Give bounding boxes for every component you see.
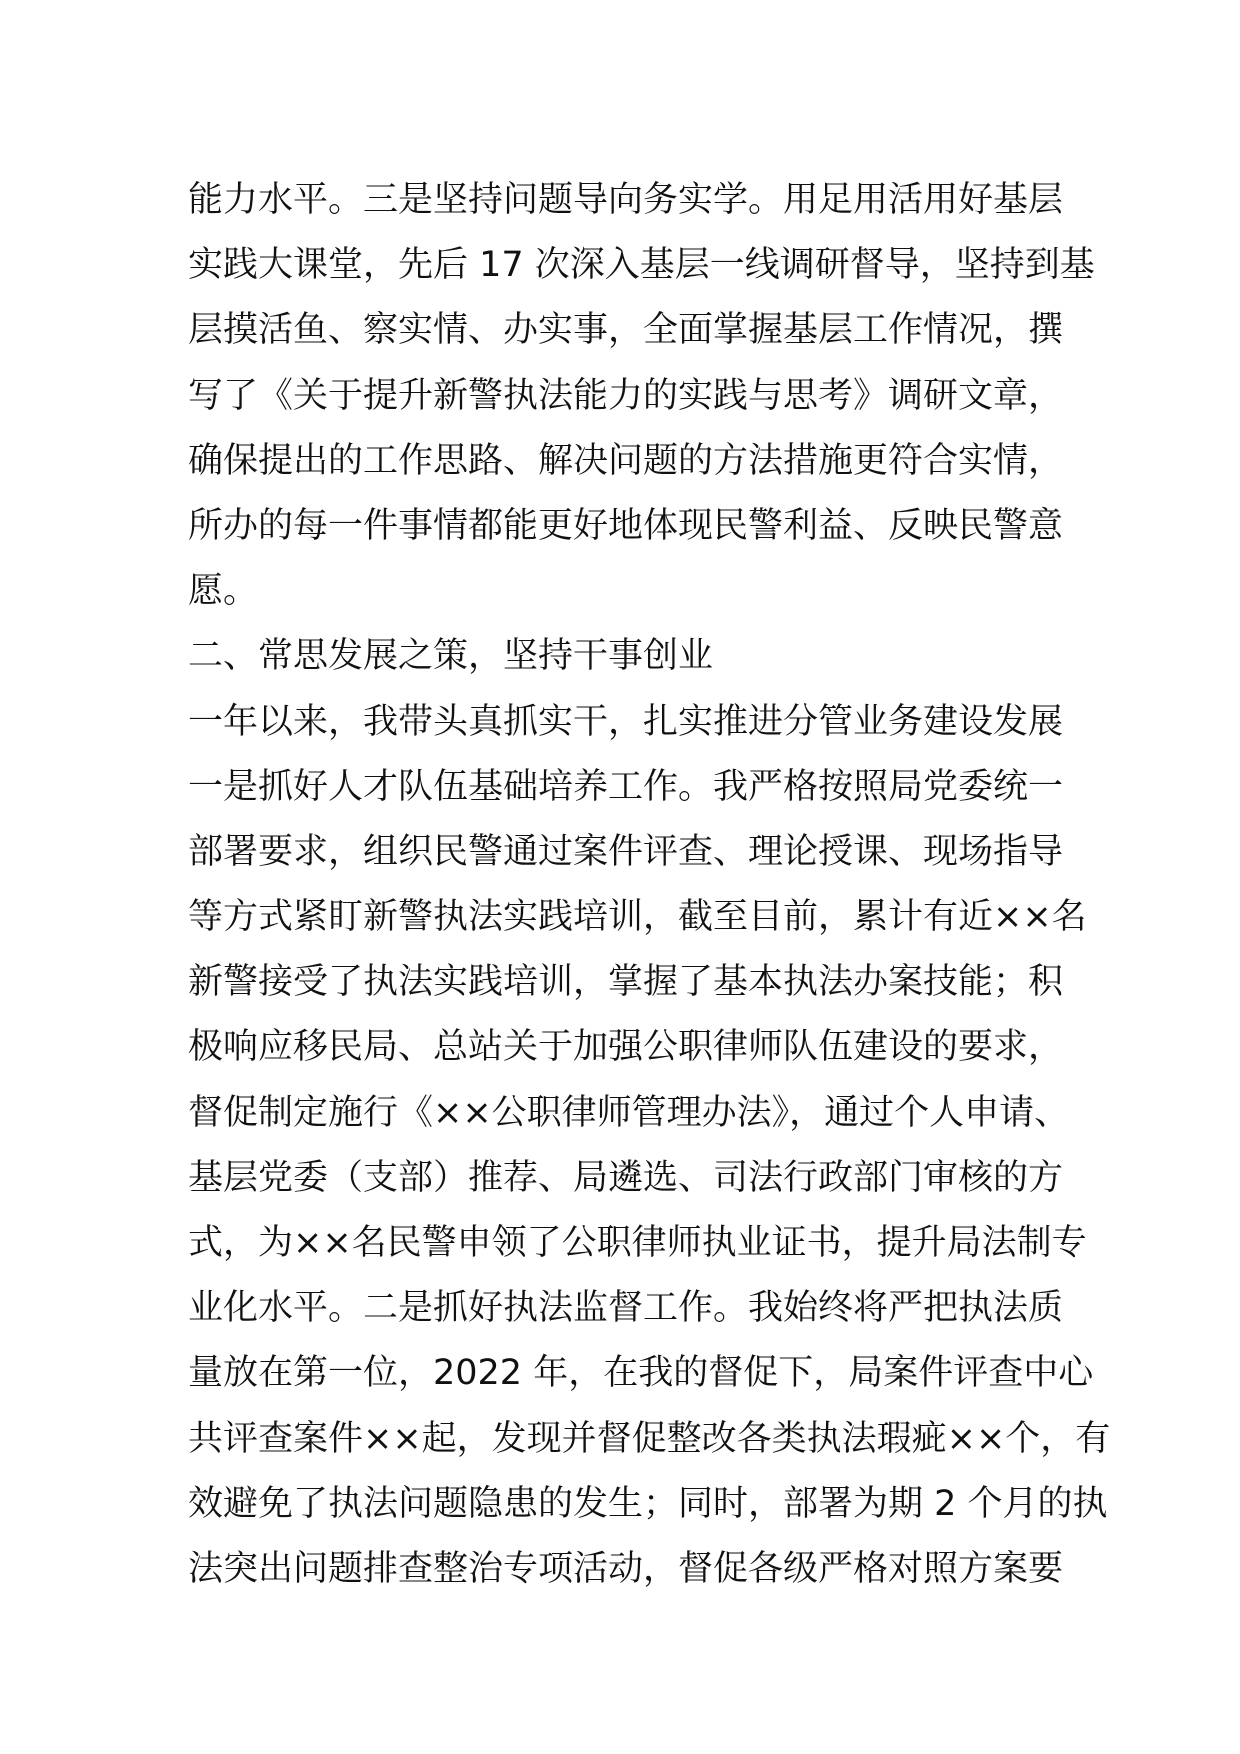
text-line: 新警接受了执法实践培训，掌握了基本执法办案技能；积: [188, 962, 1064, 1003]
text-line: 能力水平。三是坚持问题导向务实学。用足用活用好基层: [188, 180, 1064, 220]
text-line: 部署要求，组织民警通过案件评查、理论授课、现场指导: [188, 831, 1064, 872]
text-line: 等方式紧盯新警执法实践培训，截至目前，累计有近××名: [188, 897, 1087, 938]
text-line: 法突出问题排查整治专项活动，督促各级严格对照方案要: [188, 1548, 1064, 1589]
text-line: 写了《关于提升新警执法能力的实践与思考》调研文章，: [188, 375, 1064, 416]
text-line: 基层党委（支部）推荐、局遴选、司法行政部门审核的方: [188, 1157, 1064, 1198]
text-line: 一年以来，我带头真抓实干，扎实推进分管业务建设发展: [188, 701, 1064, 742]
text-line: 式，为××名民警申领了公职律师执业证书，提升局法制专: [188, 1223, 1087, 1263]
text-line: 量放在第一位，2022 年，在我的督促下，局案件评查中心: [188, 1353, 1094, 1394]
section-heading: 二、常思发展之策，坚持干事创业: [188, 636, 714, 677]
text-line: 层摸活鱼、察实情、办实事，全面掌握基层工作情况，撰: [188, 310, 1064, 351]
text-line: 督促制定施行《××公职律师管理办法》，通过个人申请、: [188, 1092, 1070, 1133]
text-line: 确保提出的工作思路、解决问题的方法措施更符合实情，: [188, 440, 1064, 481]
text-line: 效避免了执法问题隐患的发生；同时，部署为期 2 个月的执: [188, 1483, 1108, 1524]
text-line: 共评查案件××起，发现并督促整改各类执法瑕疵××个，有: [188, 1418, 1111, 1459]
text-line: 愿。: [188, 571, 259, 612]
text-line: 一是抓好人才队伍基础培养工作。我严格按照局党委统一: [188, 766, 1064, 807]
text-line: 极响应移民局、总站关于加强公职律师队伍建设的要求，: [188, 1027, 1064, 1068]
document-body: [188, 168, 1111, 1602]
text-line: 所办的每一件事情都能更好地体现民警利益、反映民警意: [188, 505, 1064, 546]
text-line: 业化水平。二是抓好执法监督工作。我始终将严把执法质: [188, 1288, 1064, 1329]
text-line: 实践大课堂，先后 17 次深入基层一线调研督导，坚持到基: [188, 245, 1095, 286]
